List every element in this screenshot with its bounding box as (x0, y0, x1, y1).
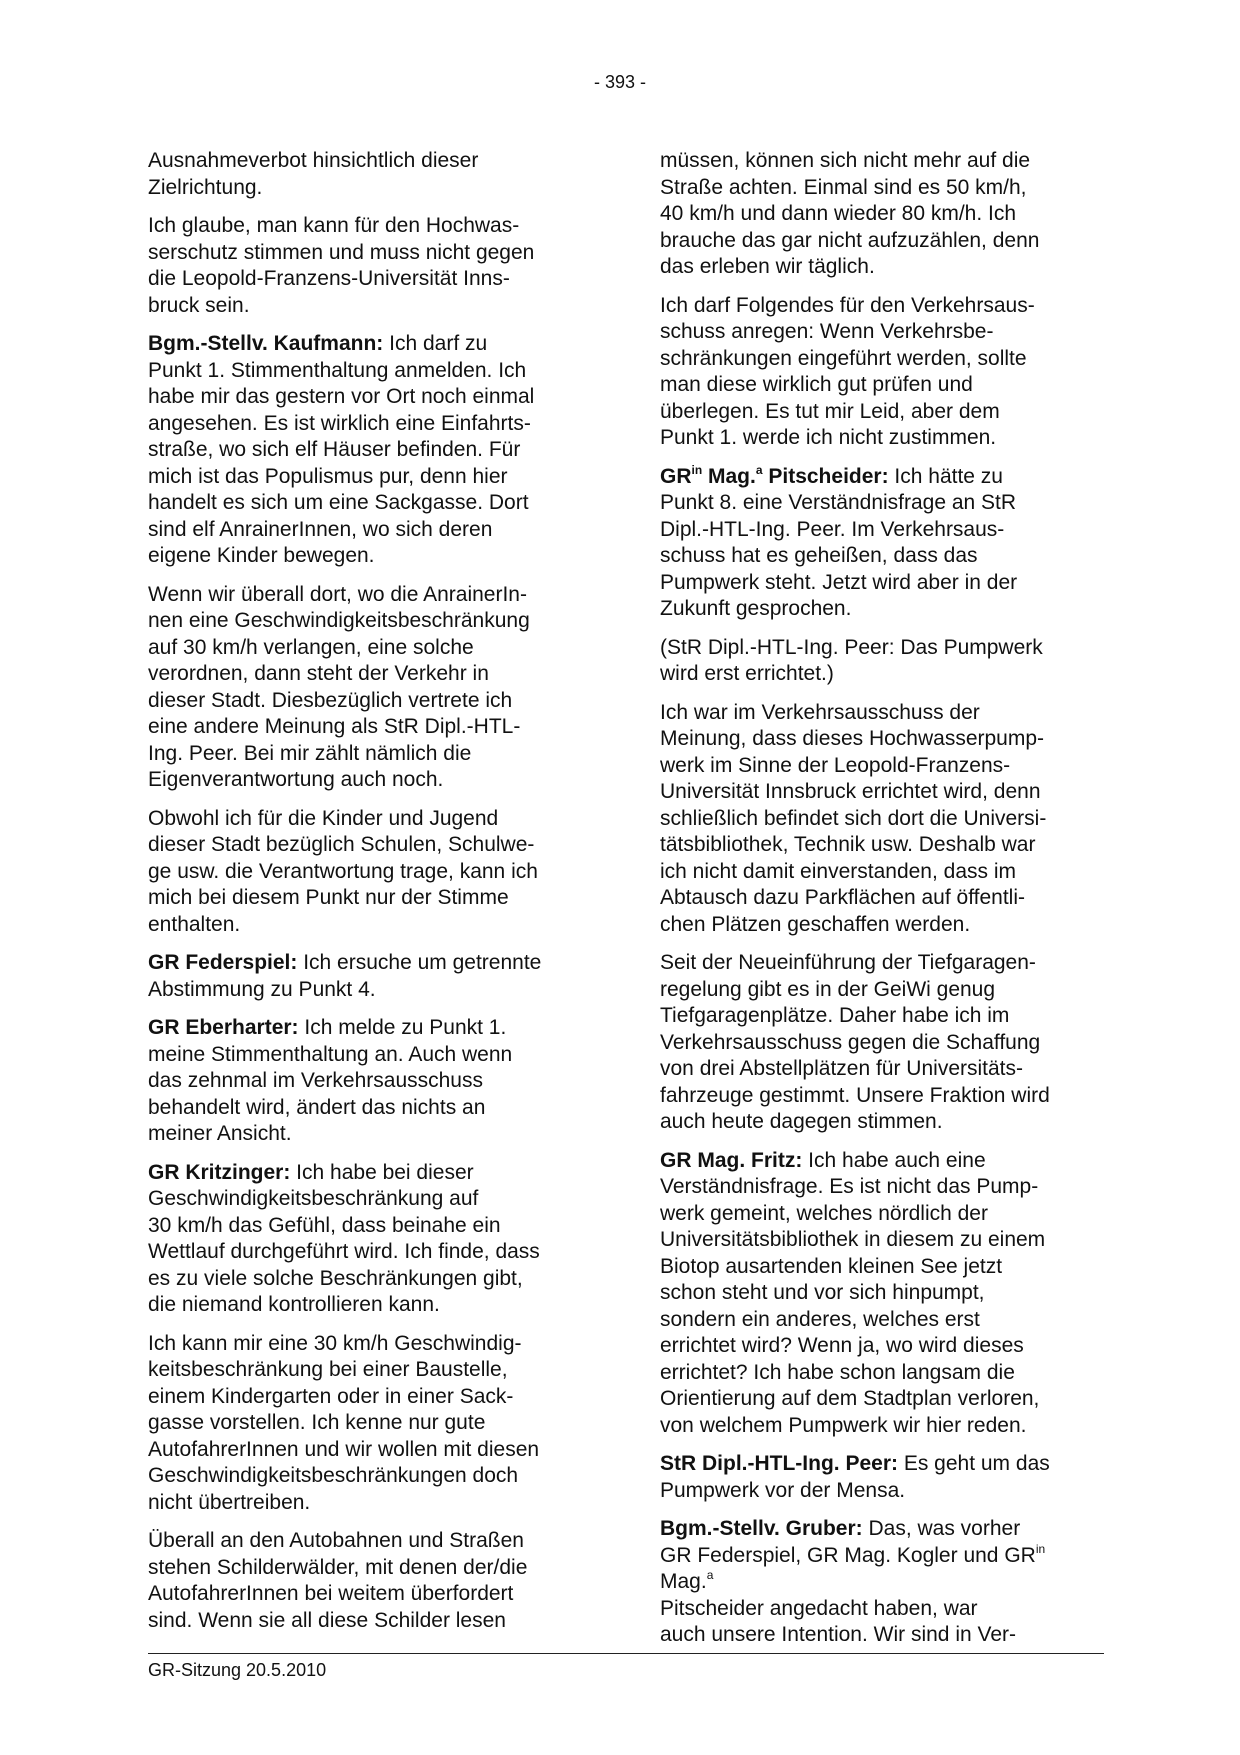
text-line: GR Federspiel: Ich ersuche um getrennte (148, 951, 542, 974)
text-line: ich nicht damit einverstanden, dass im (660, 859, 1017, 883)
text-line: das erleben wir täglich. (660, 255, 875, 278)
text-line: von welchem Pumpwerk wir hier reden. (660, 1413, 1027, 1437)
text-line: 40 km/h und dann wieder 80 km/h. Ich (660, 202, 1017, 225)
paragraph (148, 1331, 583, 1517)
text-line: Pumpwerk vor der Mensa. (660, 1478, 906, 1502)
text-line: dieser Stadt. Diesbezüglich vertrete ich (148, 688, 513, 712)
text-line: habe mir das gestern vor Ort noch einmal (148, 385, 535, 408)
text-line: Bgm.-Stellv. Kaufmann: Ich darf zu (148, 332, 488, 355)
paragraph (148, 806, 583, 939)
text-line: Tiefgaragenplätze. Daher habe ich im (660, 1004, 1010, 1027)
text-line: errichtet wird? Wenn ja, wo wird dieses (660, 1334, 1024, 1357)
text-line: GR Kritzinger: Ich habe bei dieser (148, 1160, 474, 1184)
text-line: AutofahrerInnen bei weitem überfordert (148, 1582, 514, 1605)
text-line: die niemand kontrollieren kann. (148, 1293, 440, 1316)
text-line: Obwohl ich für die Kinder und Jugend (148, 806, 499, 830)
paragraph (660, 293, 1095, 452)
text-line: auf 30 km/h verlangen, eine solche (148, 635, 474, 659)
text-line: Mag.$^a$ (660, 1568, 714, 1593)
text-line: Biotop ausartenden kleinen See jetzt (660, 1254, 1003, 1278)
text-line: überlegen. Es tut mir Leid, aber dem (660, 399, 1000, 423)
text-line: GR Eberharter: Ich melde zu Punkt 1. (148, 1016, 507, 1039)
text-line: Meinung, dass dieses Hochwasserpump- (660, 727, 1045, 750)
text-line: von drei Abstellplätzen für Universitäts- (660, 1057, 1023, 1080)
paragraph (148, 1528, 583, 1634)
text-line: Ich glaube, man kann für den Hochwas- (148, 214, 520, 237)
paragraph (148, 213, 583, 319)
text-line: angesehen. Es ist wirklich eine Einfahrts- (148, 411, 531, 435)
speaker-name: Bgm.-Stellv. Kaufmann: (148, 332, 384, 355)
text-line: errichtet? Ich habe schon langsam die (660, 1360, 1015, 1384)
superscript: in (1035, 1541, 1046, 1556)
text-line: Geschwindigkeitsbeschränkung auf (148, 1187, 479, 1210)
text-line: Bgm.-Stellv. Gruber: Das, was vorher (660, 1517, 1021, 1540)
text-line: regelung gibt es in der GeiWi genug (660, 977, 996, 1001)
text-line: Orientierung auf dem Stadtplan verloren, (660, 1387, 1040, 1410)
text-line: meine Stimmenthaltung an. Auch wenn (148, 1042, 513, 1066)
text-line: müssen, können sich nicht mehr auf die (660, 149, 1031, 172)
text-line: Pitscheider angedacht haben, war (660, 1596, 978, 1620)
text-line: schränkungen eingeführt werden, sollte (660, 346, 1027, 370)
text-line: einem Kindergarten oder in einer Sack- (148, 1384, 514, 1408)
text-line: Verkehrsausschuss gegen die Schaffung (660, 1030, 1041, 1054)
text-line: verordnen, dann steht der Verkehr in (148, 662, 489, 685)
speaker-name: GR Kritzinger: (148, 1160, 291, 1184)
text-line: Abstimmung zu Punkt 4. (148, 977, 376, 1001)
text-line: Abtausch dazu Parkflächen auf öffentli- (660, 886, 1026, 909)
text-line: mich bei diesem Punkt nur der Stimme (148, 886, 509, 909)
text-line: schuss anregen: Wenn Verkehrsbe- (660, 320, 994, 343)
text-line: fahrzeuge gestimmt. Unsere Fraktion wird (660, 1083, 1050, 1107)
speaker-name: Bgm.-Stellv. Gruber: (660, 1517, 863, 1540)
text-line: Punkt 1. Stimmenthaltung anmelden. Ich (148, 358, 527, 382)
paragraph (660, 148, 1095, 281)
text-line: GR Mag. Fritz: Ich habe auch eine (660, 1148, 986, 1172)
speaker-name: GR Federspiel: (148, 951, 298, 974)
text-line: Straße achten. Einmal sind es 50 km/h, (660, 175, 1027, 199)
text-line: die Leopold-Franzens-Universität Inns- (148, 267, 510, 290)
text-line: Zukunft gesprochen. (660, 597, 852, 620)
text-line: brauche das gar nicht aufzuzählen, denn (660, 228, 1040, 252)
text-line: Geschwindigkeitsbeschränkungen doch (148, 1464, 519, 1487)
footer-text: GR-Sitzung 20.5.2010 (148, 1660, 327, 1680)
text-line: auch heute dagegen stimmen. (660, 1110, 943, 1133)
text-line: werk gemeint, welches nördlich der (660, 1201, 988, 1225)
paragraph (660, 635, 1095, 688)
paragraph (148, 148, 583, 201)
text-line: nicht übertreiben. (148, 1490, 311, 1514)
text-line: StR Dipl.-HTL-Ing. Peer: Es geht um das (660, 1452, 1050, 1475)
text-line: Verständnisfrage. Es ist nicht das Pump- (660, 1175, 1039, 1198)
text-line: $GR^{in}$ Mag.$^a$ Pitscheider: Ich hätte zu (660, 462, 1003, 488)
text-line: 30 km/h das Gefühl, dass beinahe ein (148, 1213, 501, 1237)
text-line: (StR Dipl.-HTL-Ing. Peer: Das Pumpwerk (660, 635, 1043, 659)
text-line: wird erst errichtet.) (660, 662, 834, 685)
text-line: mich ist das Populismus pur, denn hier (148, 464, 508, 488)
text-line: tätsbibliothek, Technik usw. Deshalb war (660, 833, 1036, 856)
paragraph (148, 331, 583, 570)
paragraph (148, 1015, 583, 1148)
paragraph (148, 582, 583, 794)
text-line: schuss hat es geheißen, dass das (660, 544, 978, 567)
text-line: Ing. Peer. Bei mir zählt nämlich die (148, 741, 472, 765)
text-line: sondern ein anderes, welches erst (660, 1307, 980, 1331)
text-line: auch unsere Intention. Wir sind in Ver- (660, 1623, 1017, 1646)
text-line: behandelt wird, ändert das nichts an (148, 1095, 486, 1119)
text-line: werk im Sinne der Leopold-Franzens- (660, 753, 1011, 777)
text-line: bruck sein. (148, 293, 250, 317)
paragraph (660, 1148, 1095, 1440)
text-line: dieser Stadt bezüglich Schulen, Schulwe- (148, 833, 535, 856)
paragraph (148, 1160, 583, 1319)
text-line: es zu viele solche Beschränkungen gibt, (148, 1266, 523, 1290)
text-line: eine andere Meinung als StR Dipl.-HTL- (148, 715, 521, 738)
text-line: sind. Wenn sie all diese Schilder lesen (148, 1608, 506, 1632)
speaker-name: GR Eberharter: (148, 1016, 299, 1039)
text-line: sind elf AnrainerInnen, wo sich deren (148, 517, 493, 541)
paragraph (660, 1516, 1095, 1649)
text-line: Eigenverantwortung auch noch. (148, 768, 444, 791)
page-number: - 393 - (593, 72, 647, 92)
paragraph (660, 700, 1095, 939)
speaker-name: GR Mag. Fritz: (660, 1148, 803, 1172)
text-line: Ausnahmeverbot hinsichtlich dieser (148, 149, 479, 172)
text-line: Ich war im Verkehrsausschuss der (660, 700, 980, 724)
text-line: eigene Kinder bewegen. (148, 544, 375, 567)
text-line: Ich kann mir eine 30 km/h Geschwindig- (148, 1331, 522, 1355)
paragraph (660, 1451, 1095, 1504)
speaker-name: StR Dipl.-HTL-Ing. Peer: (660, 1452, 898, 1475)
text-line: straße, wo sich elf Häuser befinden. Für (148, 438, 521, 461)
text-line: Universität Innsbruck errichtet wird, denn (660, 780, 1041, 803)
text-line: handelt es sich um eine Sackgasse. Dort (148, 491, 529, 514)
text-line: AutofahrerInnen und wir wollen mit diesen (148, 1437, 540, 1461)
footer-divider (148, 1653, 1104, 1654)
text-line: Zielrichtung. (148, 175, 263, 199)
text-line: das zehnmal im Verkehrsausschuss (148, 1069, 483, 1092)
superscript: in (691, 462, 703, 477)
left-column (148, 148, 583, 1646)
text-line: GR Federspiel, GR Mag. Kogler und $GR^{in}$ (660, 1541, 1046, 1567)
text-line: man diese wirklich gut prüfen und (660, 373, 973, 396)
text-line: nen eine Geschwindigkeitsbeschränkung (148, 609, 530, 632)
speaker-name: $GR^{in}$ Mag.$^a$ Pitscheider: (660, 462, 889, 488)
text-line: Wenn wir überall dort, wo die AnrainerIn- (148, 582, 527, 606)
text-line: Punkt 8. eine Verständnisfrage an StR (660, 491, 1017, 514)
text-line: Punkt 1. werde ich nicht zustimmen. (660, 426, 997, 449)
text-line: Dipl.-HTL-Ing. Peer. Im Verkehrsaus- (660, 517, 1005, 541)
text-line: Universitätsbibliothek in diesem zu einem (660, 1228, 1046, 1251)
text-line: serschutz stimmen und muss nicht gegen (148, 240, 535, 264)
superscript: a (706, 1568, 714, 1582)
text-line: Pumpwerk steht. Jetzt wird aber in der (660, 570, 1018, 594)
paragraph (660, 950, 1095, 1136)
text-line: ge usw. die Verantwortung trage, kann ich (148, 859, 538, 883)
text-line: Seit der Neueinführung der Tiefgaragen- (660, 951, 1036, 974)
text-line: schließlich befindet sich dort die Universi- (660, 806, 1047, 830)
text-line: enthalten. (148, 912, 241, 936)
text-line: stehen Schilderwälder, mit denen der/die (148, 1555, 528, 1579)
text-line: Wettlauf durchgeführt wird. Ich finde, dass (148, 1240, 540, 1263)
text-line: chen Plätzen geschaffen werden. (660, 912, 971, 936)
text-line: schon steht und vor sich hinpumpt, (660, 1281, 985, 1304)
paragraph (148, 950, 583, 1003)
text-line: Überall an den Autobahnen und Straßen (148, 1529, 524, 1552)
text-line: Ich darf Folgendes für den Verkehrsaus- (660, 293, 1035, 317)
right-column (660, 148, 1095, 1661)
text-line: meiner Ansicht. (148, 1122, 292, 1145)
text-line: keitsbeschränkung bei einer Baustelle, (148, 1358, 508, 1381)
paragraph (660, 464, 1095, 623)
superscript: a (755, 462, 763, 477)
text-line: gasse vorstellen. Ich kenne nur gute (148, 1411, 486, 1434)
